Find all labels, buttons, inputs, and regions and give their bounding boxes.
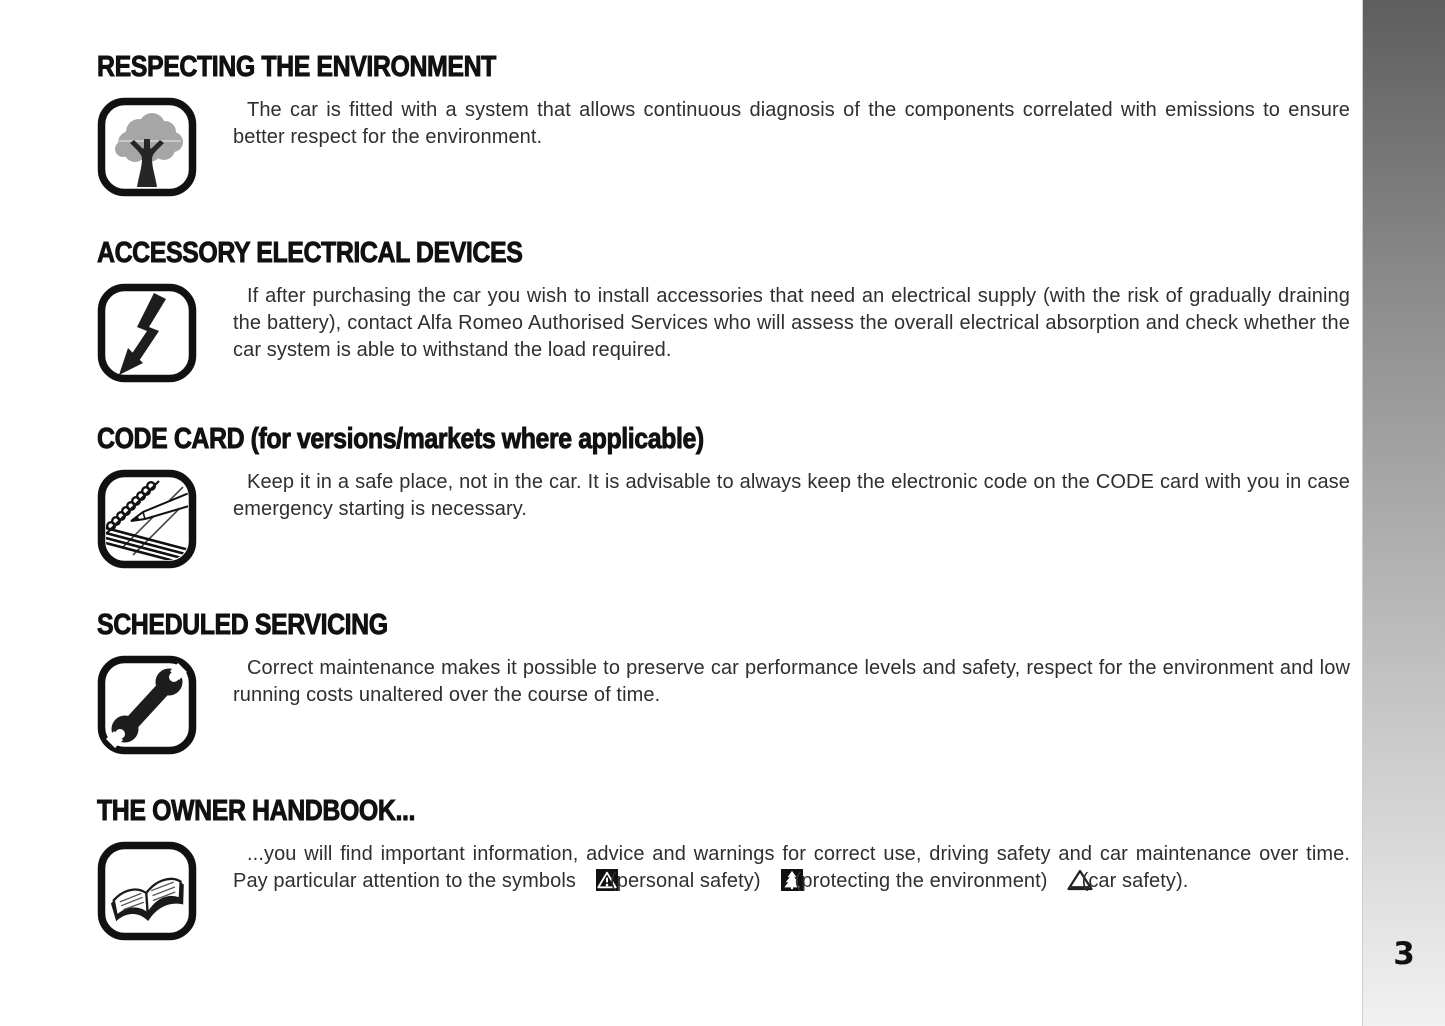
section-body: Correct maintenance makes it possible to preserve car performance levels and safety, respect for the environment and low running costs unaltered over the course of time. xyxy=(233,657,1350,706)
symbols-intro: Pay particular attention to the symbols xyxy=(233,870,576,892)
environment-protection-icon xyxy=(766,869,790,891)
section-respecting-the-environment xyxy=(97,53,1350,197)
section-accessory-electrical-devices xyxy=(97,239,1350,383)
section-owner-handbook xyxy=(97,797,1350,941)
personal-safety-icon xyxy=(581,869,605,891)
page-number: 3 xyxy=(1393,936,1415,972)
car-safety-icon xyxy=(1053,869,1077,891)
section-scheduled-servicing xyxy=(97,611,1350,755)
environment-protection-label: (protecting the environment) xyxy=(794,870,1048,892)
section-heading: CODE CARD (for versions/markets where applicable) xyxy=(97,423,704,455)
section-heading: SCHEDULED SERVICING xyxy=(97,609,388,641)
section-heading: RESPECTING THE ENVIRONMENT xyxy=(97,51,496,83)
section-body: If after purchasing the car you wish to install accessories that need an electrical supply (with the risk of gradually draining the battery), contact Alfa Romeo Authorised Services who will assess the overall electrical absorption and check whether the car system is able to withstand the load required. xyxy=(233,285,1350,361)
wrench-icon xyxy=(97,655,197,755)
tree-icon xyxy=(97,97,197,197)
section-body: The car is fitted with a system that allows continuous diagnosis of the components correlated with emissions to ensure better respect for the environment. xyxy=(233,99,1350,148)
section-body: Keep it in a safe place, not in the car. It is advisable to always keep the electronic code on the CODE card with you in case emergency starting is necessary. xyxy=(233,471,1350,520)
code-card-icon xyxy=(97,469,197,569)
lightning-bolt-icon xyxy=(97,283,197,383)
car-safety-label: (car safety). xyxy=(1081,870,1189,892)
section-code-card xyxy=(97,425,1350,569)
page-content xyxy=(97,53,1350,983)
section-heading: ACCESSORY ELECTRICAL DEVICES xyxy=(97,237,523,269)
section-body xyxy=(233,841,1350,895)
section-heading: THE OWNER HANDBOOK... xyxy=(97,795,415,827)
open-book-icon xyxy=(97,841,197,941)
handbook-body-line: ...you will find important information, advice and warnings for correct use, driving safety and car maintenance over time. xyxy=(247,843,1350,865)
page-edge-gradient-bar xyxy=(1362,0,1445,1026)
personal-safety-label: (personal safety) xyxy=(609,870,761,892)
